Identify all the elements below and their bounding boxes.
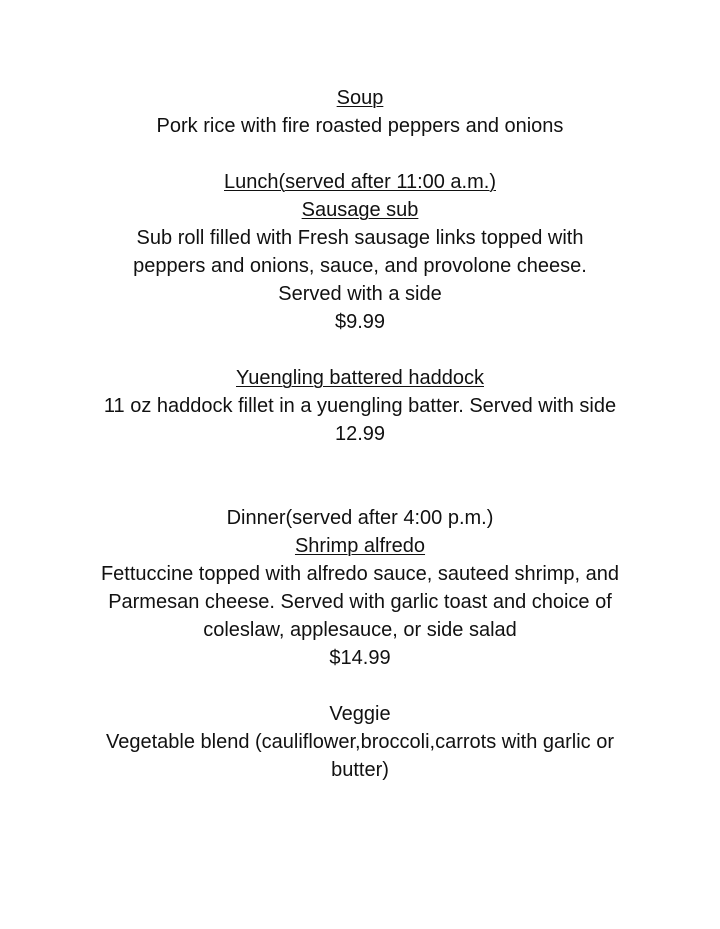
veggie-section [0,700,720,784]
soup-heading: Soup [336,87,384,109]
spacer [0,336,720,364]
item-name: Yuengling battered haddock [236,367,484,389]
item-price: 12.99 [334,423,386,445]
veggie-description: Vegetable blend (cauliflower,broccoli,carrots with garlic or butter) [105,731,615,781]
soup-description: Pork rice with fire roasted peppers and onions [156,115,564,137]
lunch-section [0,168,720,448]
item-name: Shrimp alfredo [294,535,426,557]
menu-item-haddock [0,364,720,448]
menu-item-shrimp-alfredo [0,532,720,672]
lunch-heading: Lunch(served after 11:00 a.m.) [224,171,496,193]
item-price: $14.99 [329,647,391,669]
dinner-section [0,504,720,672]
item-price: $9.99 [334,311,386,333]
item-name: Sausage sub [301,199,419,221]
spacer [0,672,720,700]
soup-section [0,84,720,140]
dinner-heading: Dinner(served after 4:00 p.m.) [226,507,494,529]
item-description: Sub roll filled with Fresh sausage links topped with peppers and onions, sauce, and provolone cheese. Served with a side [133,227,587,305]
item-description: Fettuccine topped with alfredo sauce, sauteed shrimp, and Parmesan cheese. Served with garlic toast and choice of coleslaw, applesauce, or side salad [100,563,620,641]
veggie-heading: Veggie [329,703,391,725]
spacer [0,140,720,168]
menu-document [0,84,720,784]
menu-item-sausage-sub [0,196,720,336]
item-description: 11 oz haddock fillet in a yuengling batter. Served with side [103,395,617,417]
spacer [0,448,720,504]
